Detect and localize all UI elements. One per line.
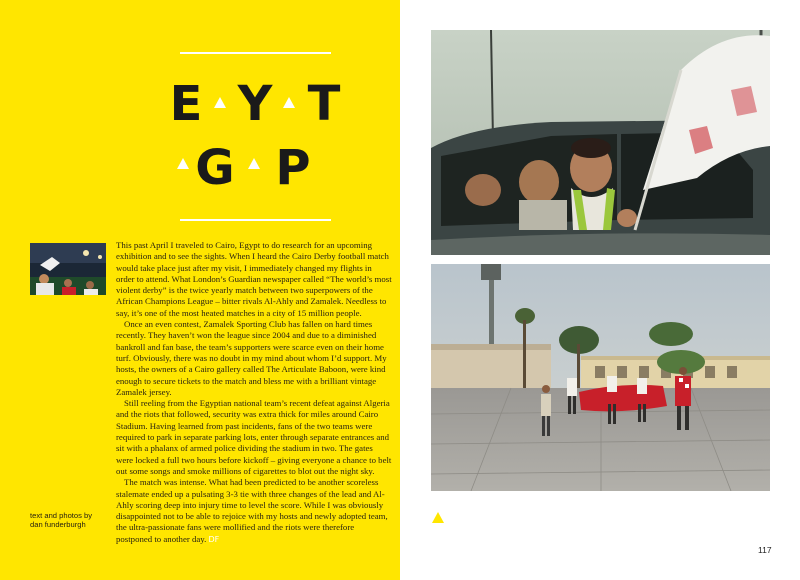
stadium-fans-photo: [431, 264, 770, 491]
end-triangle-icon: [432, 512, 444, 523]
title-triangle: [177, 158, 189, 169]
photo-credit: [30, 511, 110, 529]
credit-name: dan funderburgh: [30, 520, 86, 529]
body-paragraph: Once an even contest, Zamalek Sporting Club has fallen on hard times recently. They haven’t won the league since 2004 and due to a diminished bankroll and fan base, the team’s supporters were scarce even on their home turf. Obviously, there was no doubt in my mind about whom I’d support. My hosts, the owners of a Cairo gallery called The Articulate Baboon, were kind enough to secure tickets to the match and bless me with a brilliant vintage Zamalek jersey.: [116, 319, 387, 397]
title-letter-y: Y: [237, 76, 273, 132]
title-letter-t: T: [307, 76, 341, 132]
egypt-title: [160, 68, 350, 204]
body-paragraph: This past April I traveled to Cairo, Egypt to do research for an upcoming exhibition and to see the sights. When I heard the Cairo Derby football match would take place just after my visit, I immediately changed my flights in order to attend. What London’s Guardian newspaper called “The world’s most violent derby” is the twice yearly match between two superpowers of the African Champions League – bitter rivals Al-Ahly and Zamalek. Needless to say, it’s one of the most heated matches in a city of 15 million people.: [116, 240, 392, 318]
stadium-thumbnail: [30, 243, 106, 295]
title-top-rule: [180, 52, 331, 54]
title-bottom-rule: [180, 219, 331, 221]
car-fans-photo: [431, 30, 770, 255]
body-paragraph: Still reeling from the Egyptian national team’s recent defeat against Algeria and the riots that followed, security was extra thick for miles around Cairo Stadium. Having learned from past incidents, fans of the two teams were required to park in separate parking lots, enter through separate entrances and sit with a phalanx of armed police dividing the stadium in two. The gates were locked a full two hours before kickoff – giving everyone a chance to belt out some songs and smoke millions of cigarettes to blot out the night sky.: [116, 398, 392, 476]
end-mark: DF: [208, 534, 220, 544]
title-triangle: [283, 97, 295, 108]
title-letter-g: G: [195, 140, 235, 196]
right-page: [400, 0, 800, 580]
title-triangle: [248, 158, 260, 169]
credit-line: text and photos by: [30, 511, 93, 520]
title-triangle: [214, 97, 226, 108]
title-letter-p: P: [275, 140, 311, 196]
body-paragraph: [116, 477, 392, 545]
title-letter-e: E: [169, 76, 203, 132]
page-number: 117: [758, 545, 772, 555]
article-body: [116, 240, 392, 558]
body-paragraph-text: The match was intense. What had been predicted to be another scoreless stalemate ended up a pulsating 3-3 tie with three changes of the lead and Al-Ahly scoring deep into injury time to level the score. While I was obviously disappointed not to be able to rejoice with my hosts and newly adopted team, the ultra-passionate fans were mollified and the riots were therefore postponed to another day.: [116, 477, 388, 544]
